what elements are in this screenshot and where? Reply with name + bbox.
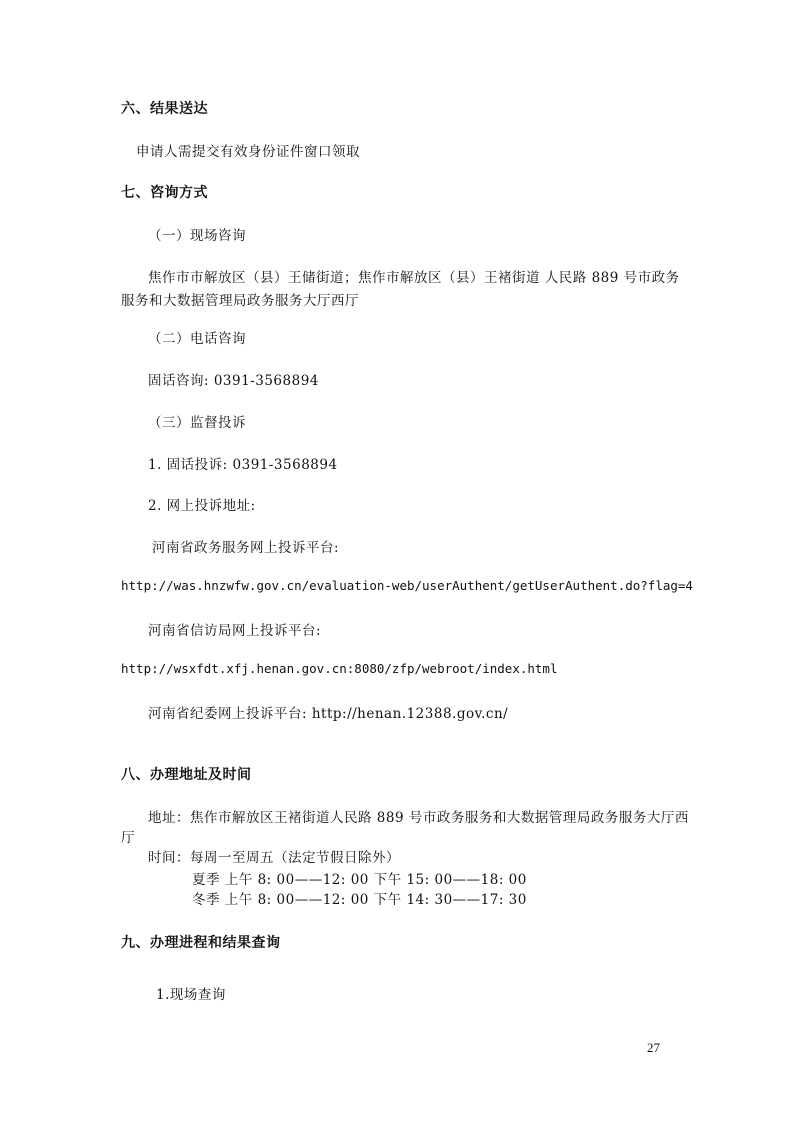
phone-consult-label: （二）电话咨询	[148, 331, 246, 347]
office-address-line2: 厅	[121, 830, 135, 846]
section-8-heading: 八、办理地址及时间	[121, 767, 252, 783]
complaint-phone: 1. 固话投诉: 0391-3568894	[148, 457, 338, 473]
phone-consult-number: 固话咨询: 0391-3568894	[148, 373, 319, 389]
platform-3[interactable]: 河南省纪委网上投诉平台: http://henan.12388.gov.cn/	[148, 706, 509, 722]
onsite-address-line1: 焦作市市解放区（县）王储街道；焦作市解放区（县）王褚街道 人民路 889 号市政务	[148, 270, 680, 286]
onsite-consult-label: （一）现场咨询	[148, 228, 246, 244]
page-number: 27	[647, 1040, 660, 1055]
result-delivery-text: 申请人需提交有效身份证件窗口领取	[136, 144, 360, 160]
complaint-label: （三）监督投诉	[148, 415, 246, 431]
summer-hours: 夏季 上午 8: 00——12: 00 下午 15: 00——18: 00	[192, 872, 527, 888]
onsite-address-line2: 服务和大数据管理局政务服务大厅西厅	[121, 293, 359, 309]
platform-2-name: 河南省信访局网上投诉平台:	[148, 623, 322, 639]
platform-1-url[interactable]: http://was.hnzwfw.gov.cn/evaluation-web/userAuthent/getUserAuthent.do?flag=4	[121, 578, 693, 593]
section-9-heading: 九、办理进程和结果查询	[121, 935, 281, 951]
complaint-online-label: 2. 网上投诉地址:	[148, 498, 256, 514]
platform-2-url[interactable]: http://wsxfdt.xfj.henan.gov.cn:8080/zfp/webroot/index.html	[121, 661, 558, 676]
section-6-heading: 六、结果送达	[121, 101, 208, 117]
winter-hours: 冬季 上午 8: 00——12: 00 下午 14: 30——17: 30	[192, 892, 527, 908]
office-hours: 时间：每周一至周五（法定节假日除外）	[148, 850, 400, 866]
platform-1-name: 河南省政务服务网上投诉平台:	[152, 540, 340, 556]
office-address-line1: 地址：焦作市解放区王褚街道人民路 889 号市政务服务和大数据管理局政务服务大厅西	[148, 810, 689, 826]
section-7-heading: 七、咨询方式	[121, 185, 208, 201]
onsite-query: 1.现场查询	[156, 987, 226, 1003]
